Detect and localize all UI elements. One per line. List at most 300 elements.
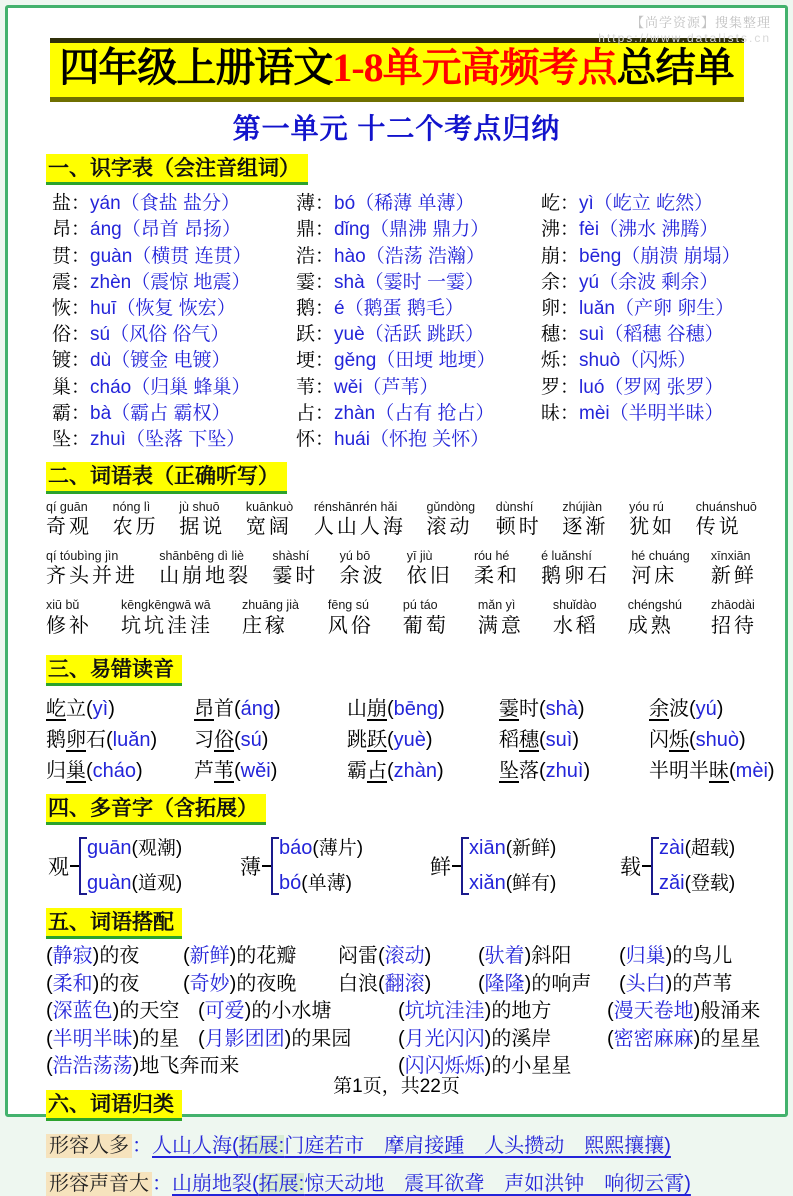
section-dapei <box>46 901 759 1077</box>
section-guilei-heading: 六、词语归类 <box>46 1090 182 1121</box>
dapei-row <box>46 973 759 995</box>
word-item <box>179 500 225 540</box>
key-char: 昧 <box>709 759 729 782</box>
page-number: 第1页，共22页 <box>333 1076 460 1097</box>
colon: ： <box>71 298 91 320</box>
colon: ： <box>315 402 335 424</box>
word-text: 奇观 <box>46 515 92 538</box>
pairing-word: 归巢 <box>625 945 666 968</box>
reading-pinyin: guān <box>87 837 132 860</box>
pairing-item: (静寂)的夜 <box>46 945 140 968</box>
reading-pinyin: cháo <box>92 759 137 782</box>
reading-item: 坠落(zhuì) <box>499 759 591 782</box>
word-text: 风俗 <box>327 614 374 637</box>
pinyin-and-words: cháo（归巢 蜂巢） <box>90 376 251 398</box>
word-text: 余波 <box>339 565 386 588</box>
colon: ： <box>132 1135 152 1158</box>
word-text: 招待 <box>710 614 757 637</box>
pairing-item: (驮着)斜阳 <box>478 945 572 968</box>
pairing-word: 可爱 <box>204 1000 245 1023</box>
pinyin-and-words: dù（镀金 电镀） <box>90 350 231 372</box>
char: 崩 <box>541 245 561 267</box>
pairing-item: (闪闪烁烁)的小星星 <box>398 1055 572 1078</box>
bracket-shape <box>651 837 659 895</box>
reading-pinyin: zhàn <box>393 759 438 782</box>
char-entry <box>541 348 759 374</box>
ciyu-row <box>46 598 757 638</box>
pinyin-and-words: bó（稀薄 单薄） <box>334 193 475 215</box>
watermark-url: https://www.datalists.cn <box>598 31 771 46</box>
ciyu-row <box>46 500 757 540</box>
colon: ： <box>315 271 335 293</box>
word-pinyin: zhújiàn <box>562 499 603 514</box>
char: 昂 <box>52 219 72 241</box>
reading-item: 鹅卵石(luǎn) <box>46 728 158 751</box>
category-words: 山崩地裂(拓展:惊天动地 震耳欲聋 声如洪钟 响彻云霄) <box>172 1173 691 1196</box>
polyphone-readings <box>469 835 556 897</box>
reading-item: 稻穗(suì) <box>499 728 580 751</box>
word-pinyin: é luǎnshí <box>541 548 592 563</box>
pairing-word: 坑坑洼洼 <box>404 1000 485 1023</box>
char: 怀 <box>296 429 316 451</box>
polyphone-reading: zài(超载) <box>659 837 736 860</box>
title-part3: 总结单 <box>616 45 734 90</box>
duoyinzi-row <box>46 825 759 901</box>
colon: ： <box>71 271 91 293</box>
dapei-row <box>46 945 759 967</box>
reading-item: 余波(yú) <box>649 697 724 720</box>
char-entry <box>52 427 296 453</box>
watermark <box>598 15 771 46</box>
key-char: 苇 <box>214 759 234 782</box>
reading-pinyin: mèi <box>735 759 768 782</box>
char: 巢 <box>52 376 72 398</box>
pairing-word: 月影团团 <box>204 1027 285 1050</box>
char: 霸 <box>52 402 72 424</box>
word-item <box>631 549 689 589</box>
pairing-word: 深蓝色 <box>52 1000 113 1023</box>
reading-pinyin: zhuì <box>545 759 584 782</box>
pinyin-and-words: bēng（崩溃 崩塌） <box>579 245 741 267</box>
pinyin-and-words: yuè（活跃 跳跃） <box>334 324 484 346</box>
word-text: 成熟 <box>627 614 674 637</box>
char: 俗 <box>52 324 72 346</box>
word-text: 传说 <box>695 515 742 538</box>
pinyin-and-words: áng（昂首 昂扬） <box>90 219 242 241</box>
polyphone-group <box>240 835 430 897</box>
bracket-shape <box>79 837 87 895</box>
colon: ： <box>71 429 91 451</box>
word-pinyin: róu hé <box>473 548 510 563</box>
pairing-word: 漫天卷地 <box>613 1000 694 1023</box>
char: 烁 <box>541 350 561 372</box>
word-item <box>272 549 318 589</box>
colon: ： <box>560 298 580 320</box>
ciyu-rows <box>46 494 759 639</box>
reading-pinyin: guàn <box>87 872 132 895</box>
word-text: 霎时 <box>272 565 319 588</box>
pinyin-and-words: zhàn（占有 抢占） <box>334 402 495 424</box>
key-char: 烁 <box>669 728 689 751</box>
word-pinyin: hé chuáng <box>631 548 690 563</box>
char-entry <box>296 322 541 348</box>
polyphone-readings <box>279 835 363 897</box>
pairing-item: (头白)的芦苇 <box>619 972 733 995</box>
extension-label: 拓展: <box>258 1173 305 1196</box>
word-pinyin: kuānkuò <box>245 499 294 514</box>
word-item <box>314 500 406 540</box>
key-char: 俗 <box>214 728 234 751</box>
word-text: 水稻 <box>552 614 599 637</box>
word-item <box>340 549 386 589</box>
word-text: 宽阔 <box>245 515 292 538</box>
reading-pinyin: báo <box>279 837 313 860</box>
word-pinyin: shàshí <box>272 548 310 563</box>
colon: ： <box>71 350 91 372</box>
pairing-item: (归巢)的鸟儿 <box>619 945 733 968</box>
pinyin-and-words: yú（余波 剩余） <box>579 271 719 293</box>
pinyin-and-words: zhuì（坠落 下坠） <box>90 429 246 451</box>
key-char: 余 <box>649 697 669 720</box>
colon: ： <box>71 245 91 267</box>
polyphone-char: 观 <box>48 856 69 880</box>
pairing-item: (新鲜)的花瓣 <box>183 945 297 968</box>
polyphone-reading: guàn(道观) <box>87 872 183 895</box>
key-char: 霎 <box>499 697 519 720</box>
word-item <box>496 500 542 540</box>
word-item <box>562 500 608 540</box>
key-char: 卵 <box>66 728 86 751</box>
char: 穗 <box>541 324 561 346</box>
polyphone-group <box>620 835 759 897</box>
pinyin-and-words: hào（浩荡 浩瀚） <box>334 245 486 267</box>
char-entry <box>296 191 541 217</box>
pairing-item: 白浪(翻滚) <box>338 972 432 995</box>
reading-pinyin: shà <box>545 697 578 720</box>
char-entry <box>296 296 541 322</box>
word-text: 农历 <box>112 515 159 538</box>
char: 卵 <box>541 298 561 320</box>
pinyin-and-words: huī（恢复 恢宏） <box>90 298 236 320</box>
word-text: 柔和 <box>473 565 520 588</box>
category-words: 人山人海(拓展:门庭若市 摩肩接踵 人头攒动 熙熙攘攘) <box>152 1135 671 1158</box>
pinyin-and-words: é（鹅蛋 鹅毛） <box>334 298 464 320</box>
word-pinyin: pú táo <box>402 598 438 613</box>
reading-pinyin: bēng <box>393 697 439 720</box>
char-entry <box>296 270 541 296</box>
pairing-word: 驮着 <box>484 945 525 968</box>
key-char: 屹 <box>46 697 66 720</box>
word-item <box>628 598 682 638</box>
colon: ： <box>560 324 580 346</box>
pairing-word: 月光闪闪 <box>404 1027 485 1050</box>
char-entry <box>52 375 296 401</box>
word-text: 庄稼 <box>241 614 288 637</box>
pairing-word: 密密麻麻 <box>613 1027 694 1050</box>
word-text: 修补 <box>46 614 92 637</box>
connector-line <box>262 865 271 867</box>
polyphone-char: 薄 <box>240 856 261 880</box>
char: 震 <box>52 271 72 293</box>
colon: ： <box>71 402 91 424</box>
word-text: 满意 <box>477 614 524 637</box>
char: 霎 <box>296 271 316 293</box>
char-entry <box>296 375 541 401</box>
word-pinyin: chéngshú <box>627 598 682 613</box>
pairing-item: (半明半昧)的星 <box>46 1027 180 1050</box>
word-item <box>426 500 475 540</box>
colon: ： <box>71 193 91 215</box>
colon: ： <box>315 350 335 372</box>
char-entry <box>52 217 296 243</box>
pinyin-and-words: wěi（芦苇） <box>334 376 439 398</box>
pinyin-and-words: shà（霎时 一霎） <box>334 271 484 293</box>
colon: ： <box>560 376 580 398</box>
word-pinyin: shuǐdào <box>552 598 597 613</box>
key-char: 穗 <box>519 728 539 751</box>
colon: ： <box>315 298 335 320</box>
char: 镀 <box>52 350 72 372</box>
char: 坠 <box>52 429 72 451</box>
reading-item: 山崩(bēng) <box>347 697 445 720</box>
reading-item: 习俗(sú) <box>194 728 269 751</box>
char-entry <box>52 191 296 217</box>
word-item <box>711 549 757 589</box>
polyphone-group <box>48 835 240 897</box>
bracket-shape <box>271 837 279 895</box>
word-pinyin: jù shuō <box>179 499 220 514</box>
char-entry <box>52 296 296 322</box>
pairing-item: (隆隆)的响声 <box>478 972 592 995</box>
word-pinyin: yú bō <box>339 548 371 563</box>
reading-pinyin: sú <box>240 728 262 751</box>
key-char: 占 <box>367 759 387 782</box>
word-item <box>711 598 757 638</box>
reading-item: 芦苇(wěi) <box>194 759 278 782</box>
char-entry <box>541 270 759 296</box>
pairing-item: (奇妙)的夜晚 <box>183 972 297 995</box>
reading-pinyin: yú <box>695 697 717 720</box>
zishi-grid <box>46 185 759 455</box>
pinyin-and-words: yán（食盐 盐分） <box>90 193 240 215</box>
key-char: 崩 <box>367 697 387 720</box>
pinyin-and-words: fèi（沸水 沸腾） <box>579 219 719 241</box>
char-entry <box>52 322 296 348</box>
section-guilei <box>46 1083 759 1196</box>
char-entry <box>52 244 296 270</box>
word-item <box>113 500 159 540</box>
reading-item: 屹立(yì) <box>46 697 115 720</box>
colon: ： <box>560 219 580 241</box>
char-entry <box>296 427 541 453</box>
pinyin-and-words: guàn（横贯 连贯） <box>90 245 252 267</box>
connector-line <box>452 865 461 867</box>
pairing-word: 闪闪烁烁 <box>404 1055 485 1078</box>
pairing-item: (月影团团)的果园 <box>198 1027 352 1050</box>
reading-pinyin: xiǎn <box>469 872 506 895</box>
char: 恢 <box>52 298 72 320</box>
category-label: 形容人多 <box>46 1134 132 1158</box>
pairing-item: (漫天卷地)般涌来 <box>607 1000 761 1023</box>
char: 鼎 <box>296 219 316 241</box>
word-pinyin: qí guān <box>46 499 88 514</box>
word-item <box>159 549 251 589</box>
word-pinyin: xīnxiān <box>710 548 751 563</box>
polyphone-group <box>430 835 620 897</box>
char: 盐 <box>52 193 72 215</box>
pairing-word: 头白 <box>625 972 666 995</box>
pinyin-and-words: bà（霸占 霸权） <box>90 402 231 424</box>
polyphone-reading: xiǎn(鲜有) <box>469 872 557 895</box>
colon: ： <box>315 219 335 241</box>
colon: ： <box>315 429 335 451</box>
word-text: 依旧 <box>406 565 453 588</box>
char: 埂 <box>296 350 316 372</box>
pinyin-and-words: gěng（田埂 地埂） <box>334 350 496 372</box>
page-title <box>59 45 733 90</box>
char: 薄 <box>296 193 316 215</box>
pairing-word: 奇妙 <box>189 972 230 995</box>
word-pinyin: zhāodài <box>710 598 755 613</box>
title-part2: 1-8单元高频考点 <box>332 45 617 90</box>
reading-pinyin: yì <box>92 697 109 720</box>
word-item <box>328 598 374 638</box>
pinyin-and-words: huái（怀抱 关怀） <box>334 429 490 451</box>
char-entry <box>296 244 541 270</box>
word-text: 据说 <box>179 515 226 538</box>
pinyin-and-words: luó（罗网 张罗） <box>579 376 724 398</box>
pinyin-and-words: suì（稻穗 谷穗） <box>579 324 724 346</box>
reading-item: 归巢(cháo) <box>46 759 143 782</box>
word-text: 坑坑洼洼 <box>120 614 213 637</box>
word-item <box>629 500 675 540</box>
word-item <box>478 598 524 638</box>
reading-item: 跳跃(yuè) <box>347 728 433 751</box>
char: 罗 <box>541 376 561 398</box>
polyphone-char: 鲜 <box>430 856 451 880</box>
section-yicuo <box>46 648 775 787</box>
word-text: 山崩地裂 <box>159 565 252 588</box>
reading-pinyin: shuò <box>695 728 740 751</box>
connector-line <box>642 865 651 867</box>
word-pinyin: xiū bǔ <box>46 598 80 613</box>
word-item <box>553 598 599 638</box>
word-pinyin: zhuāng jià <box>241 598 299 613</box>
colon: ： <box>315 245 335 267</box>
reading-item: 霸占(zhàn) <box>347 759 444 782</box>
polyphone-reading: xiān(新鲜) <box>469 837 557 860</box>
zishi-column-2 <box>296 191 541 453</box>
key-char: 坠 <box>499 759 519 782</box>
word-pinyin: nóng lì <box>112 499 151 514</box>
word-text: 葡萄 <box>402 614 449 637</box>
pairing-item: (柔和)的夜 <box>46 972 140 995</box>
reading-pinyin: zǎi <box>659 872 685 895</box>
polyphone-char: 载 <box>620 856 641 880</box>
pairing-item: (坑坑洼洼)的地方 <box>398 1000 552 1023</box>
char: 浩 <box>296 245 316 267</box>
colon: ： <box>560 271 580 293</box>
pairing-word: 柔和 <box>52 972 93 995</box>
reading-item: 闪烁(shuò) <box>649 728 746 751</box>
word-text: 鹅卵石 <box>541 565 611 588</box>
polyphone-reading: bó(单薄) <box>279 872 352 895</box>
extension-label: 拓展: <box>238 1135 285 1158</box>
pinyin-and-words: yì（屹立 屹然） <box>579 193 714 215</box>
char-entry <box>541 296 759 322</box>
colon: ： <box>560 350 580 372</box>
word-item <box>407 549 453 589</box>
pinyin-and-words: luǎn（产卵 卵生） <box>579 298 735 320</box>
pinyin-and-words: zhèn（震惊 地震） <box>90 271 251 293</box>
char: 沸 <box>541 219 561 241</box>
guilei-rows <box>46 1121 759 1196</box>
colon: ： <box>560 245 580 267</box>
char: 贯 <box>52 245 72 267</box>
char: 跃 <box>296 324 316 346</box>
key-char: 昂 <box>194 697 214 720</box>
bracket-shape <box>461 837 469 895</box>
word-text: 滚动 <box>426 515 473 538</box>
pinyin-and-words: sú（风俗 俗气） <box>90 324 230 346</box>
word-item <box>246 500 293 540</box>
zishi-column-3 <box>541 191 759 453</box>
word-text: 河床 <box>631 565 678 588</box>
word-item <box>46 549 138 589</box>
word-item <box>121 598 213 638</box>
word-text: 新鲜 <box>710 565 757 588</box>
worksheet-page <box>5 5 788 1196</box>
polyphone-readings <box>659 835 735 897</box>
colon: ： <box>315 376 335 398</box>
category-label: 形容声音大 <box>46 1172 152 1196</box>
pairing-word: 静寂 <box>52 945 93 968</box>
polyphone-readings <box>87 835 182 897</box>
char-entry <box>541 191 759 217</box>
title-band <box>50 38 744 102</box>
section-dapei-heading: 五、词语搭配 <box>46 908 182 939</box>
pairing-word: 滚动 <box>384 945 425 968</box>
char-entry <box>541 217 759 243</box>
colon: ： <box>152 1173 172 1196</box>
ciyu-row <box>46 549 757 589</box>
reading-item: 半明半昧(mèi) <box>649 759 775 782</box>
colon: ： <box>560 402 580 424</box>
word-pinyin: gǔndòng <box>426 499 476 514</box>
unit-subtitle: 第一单元 十二个考点归纳 <box>232 113 561 144</box>
word-pinyin: dùnshí <box>495 499 534 514</box>
section-yicuo-heading: 三、易错读音 <box>46 655 182 686</box>
pinyin-and-words: mèi（半明半昧） <box>579 402 724 424</box>
category-row <box>46 1129 759 1158</box>
dapei-row <box>46 1028 759 1050</box>
pairing-item: (深蓝色)的天空 <box>46 1000 180 1023</box>
pairing-item: (月光闪闪)的溪岸 <box>398 1027 552 1050</box>
title-part1: 四年级上册语文 <box>59 45 333 90</box>
char: 屹 <box>541 193 561 215</box>
word-item <box>242 598 299 638</box>
char: 余 <box>541 271 561 293</box>
word-item <box>46 500 92 540</box>
char-entry <box>541 244 759 270</box>
char-entry <box>541 375 759 401</box>
reading-pinyin: wěi <box>240 759 271 782</box>
word-pinyin: rénshānrén hǎi <box>313 499 398 514</box>
word-pinyin: chuánshuō <box>695 499 757 514</box>
reading-pinyin: áng <box>240 697 275 720</box>
polyphone-reading: báo(薄片) <box>279 837 364 860</box>
dapei-row <box>46 1000 759 1022</box>
